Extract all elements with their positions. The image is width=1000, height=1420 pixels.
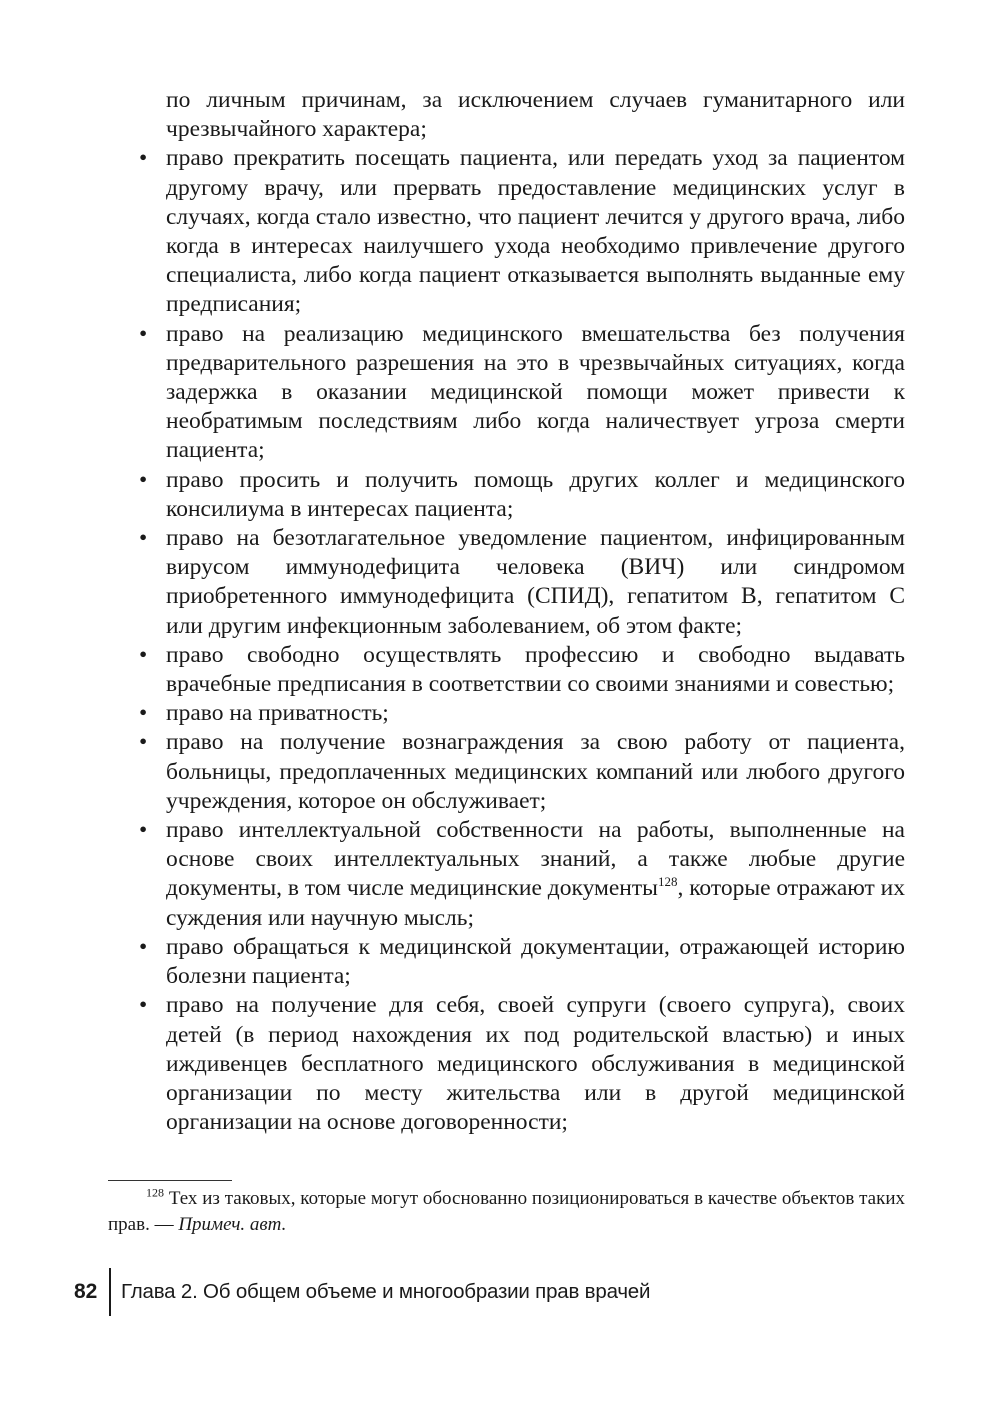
list-item-text: право интеллектуальной собственности на работы, выполненные на основе своих интеллектуальных знаний, а также любые другие документы, в том числе медицинские документы (166, 817, 905, 902)
list-item-text: право на получение для себя, своей супруги (своего супруга), своих детей (в период нахождения их под родительской властью) и иных иждивенцев бесплатного медицинского обслуживания в медицинской организации по месту жительства или в другой медицинской организации на основе договоренности; (166, 992, 905, 1136)
list-item (139, 641, 905, 699)
main-text (139, 86, 905, 1137)
bullet-icon: • (139, 933, 148, 960)
list-item-text: право на получение вознаграждения за свою работу от пациента, больницы, предоплаченных медицинских компаний или любого другого учреждения, которое он обслуживает; (166, 729, 905, 814)
rights-list (139, 144, 905, 1137)
list-item (139, 466, 905, 524)
list-item-text: право прекратить посещать пациента, или передать уход за пациентом другому врачу, или прервать предоставление медицинских услуг в случаях, когда стало известно, что пациент лечится у другого врача, либо когда в интересах наилучшего ухода необходимо привлечение другого специалиста, либо когда пациент отказывается выполнять выданные ему предписания; (166, 145, 905, 318)
list-item (139, 933, 905, 991)
footnote-text: Тех из таковых, которые могут обоснованно позиционироваться в качестве объектов таких прав. — (108, 1188, 905, 1235)
bullet-icon: • (139, 525, 148, 552)
bullet-icon: • (139, 700, 148, 727)
page-number: 82 (74, 1280, 98, 1303)
bullet-icon: • (139, 817, 148, 844)
footer-divider (109, 1268, 111, 1316)
list-item (139, 524, 905, 641)
continuation-paragraph: по личным причинам, за исключением случаев гуманитарного или чрезвычайного характера; (166, 87, 905, 143)
bullet-icon: • (139, 992, 148, 1019)
list-item-text: право на приватность; (166, 700, 389, 727)
list-item-text: право на реализацию медицинского вмешательства без получения предварительного разрешения на это в чрезвычайных ситуациях, когда задержка в оказании медицинской помощи может привести к необратимым последствиям либо когда наличествует угроза смерти пациента; (166, 320, 905, 464)
footnote-author-note: Примеч. авт. (178, 1214, 287, 1235)
list-item (139, 728, 905, 816)
footnote-divider (108, 1180, 232, 1181)
list-item-text: право просить и получить помощь других коллег и медицинского консилиума в интересах пациента; (166, 466, 905, 522)
bullet-icon: • (139, 320, 148, 347)
list-item-text-continued: , которые отражают их суждения или научную мысль; (166, 875, 906, 931)
list-item (139, 699, 905, 728)
list-item-text: право на безотлагательное уведомление пациентом, инфицированным вирусом иммунодефицита человека (ВИЧ) или синдромом приобретенного иммунодефицита (СПИД), гепатитом B, гепатитом C или другим инфекционным заболеванием, об этом факте; (166, 525, 905, 639)
list-item (139, 991, 905, 1137)
list-item (139, 816, 905, 933)
list-item-text: право свободно осуществлять профессию и свободно выдавать врачебные предписания в соответствии со своими знаниями и совестью; (166, 641, 905, 698)
bullet-icon: • (139, 729, 148, 756)
footnote (108, 1186, 905, 1238)
footnote-number: 128 (146, 1185, 164, 1200)
list-item (139, 320, 905, 466)
list-item (139, 144, 905, 319)
bullet-icon: • (139, 641, 148, 668)
bullet-icon: • (139, 466, 148, 493)
chapter-title-footer: Глава 2. Об общем объеме и многообразии прав врачей (121, 1280, 651, 1303)
list-item-text: право обращаться к медицинской документации, отражающей историю болезни пациента; (166, 933, 905, 990)
bullet-icon: • (139, 145, 148, 172)
footnote-reference[interactable]: 128 (657, 874, 678, 890)
